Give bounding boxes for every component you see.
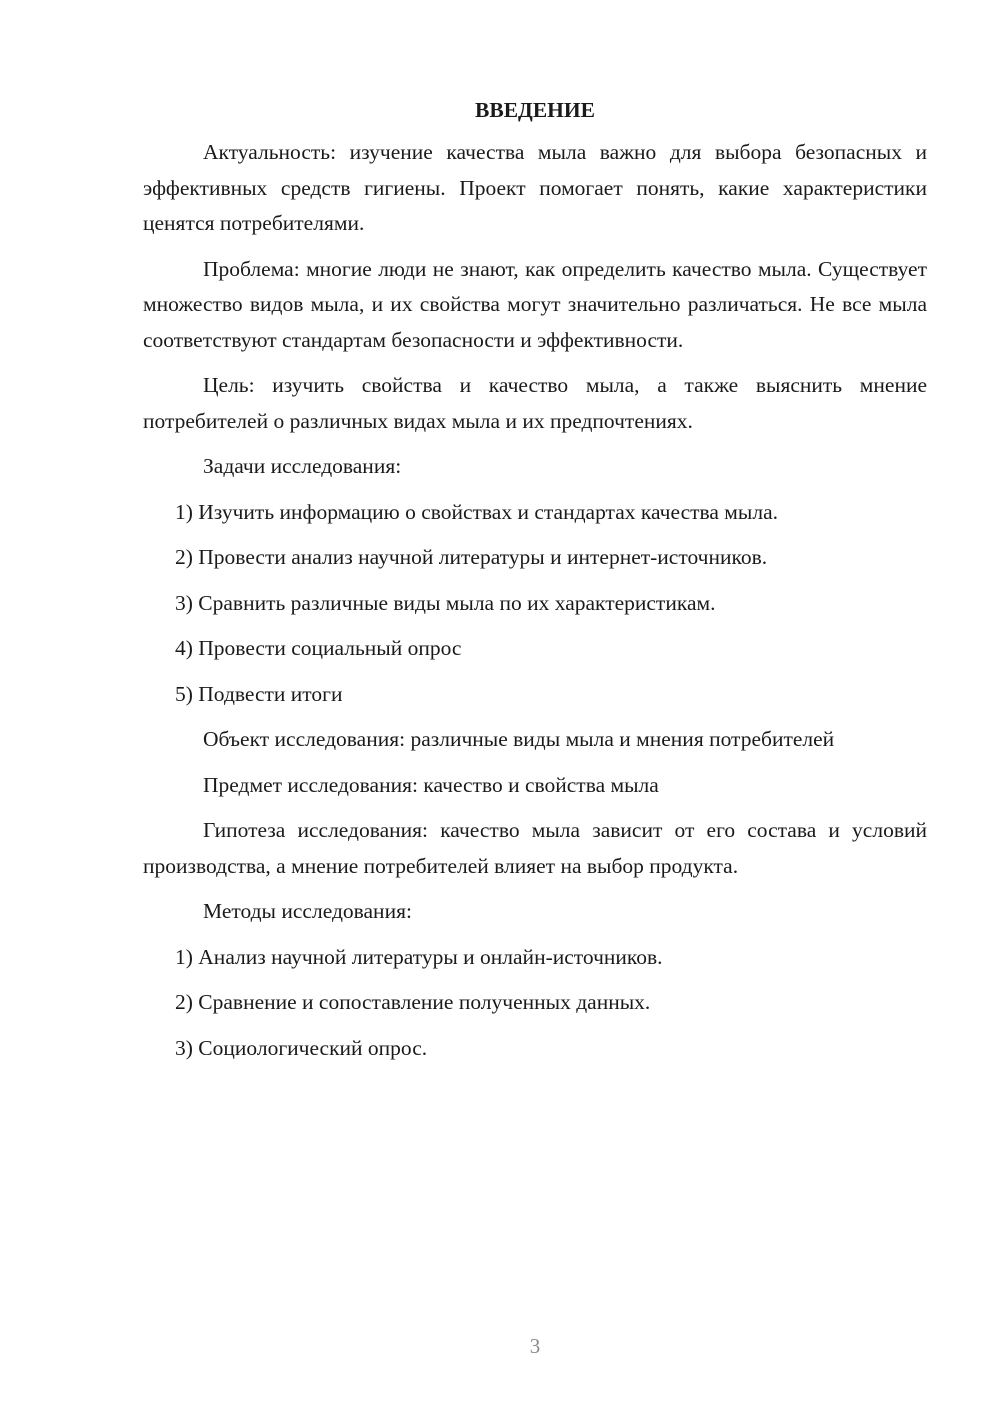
task-list-item: 3) Сравнить различные виды мыла по их характеристикам. xyxy=(175,590,716,615)
subject-paragraph: Предмет исследования: качество и свойства мыла xyxy=(203,772,659,797)
task-list-item: 1) Изучить информацию о свойствах и стандартах качества мыла. xyxy=(175,499,778,524)
page-content xyxy=(143,95,927,1076)
method-list-item: 2) Сравнение и сопоставление полученных данных. xyxy=(175,990,651,1014)
object-paragraph: Объект исследования: различные виды мыла и мнения потребителей xyxy=(203,727,835,751)
task-list-item: 5) Подвести итоги xyxy=(175,681,343,706)
tasks-heading: Задачи исследования: xyxy=(203,454,402,478)
section-title: ВВЕДЕНИЕ xyxy=(475,98,595,122)
relevance-paragraph: Актуальность: изучение качества мыла важно для выбора безопасных и эффективных средств гигиены. Проект помогает понять, какие характеристики ценятся потребителями. xyxy=(143,140,927,235)
method-list-item: 1) Анализ научной литературы и онлайн-источников. xyxy=(175,944,663,969)
page-number: 3 xyxy=(529,1334,541,1358)
task-list-item: 2) Провести анализ научной литературы и интернет-источников. xyxy=(175,545,768,569)
method-list-item: 3) Социологический опрос. xyxy=(175,1035,428,1060)
methods-heading: Методы исследования: xyxy=(203,899,412,923)
goal-paragraph: Цель: изучить свойства и качество мыла, а также выяснить мнение потребителей о различных видах мыла и их предпочтениях. xyxy=(143,373,927,433)
problem-paragraph: Проблема: многие люди не знают, как определить качество мыла. Существует множество видов мыла, и их свойства могут значительно различаться. Не все мыла соответствуют стандартам безопасности и эффективности. xyxy=(143,256,927,352)
task-list-item: 4) Провести социальный опрос xyxy=(175,636,462,660)
hypothesis-paragraph: Гипотеза исследования: качество мыла зависит от его состава и условий производства, а мнение потребителей влияет на выбор продукта. xyxy=(143,818,927,878)
